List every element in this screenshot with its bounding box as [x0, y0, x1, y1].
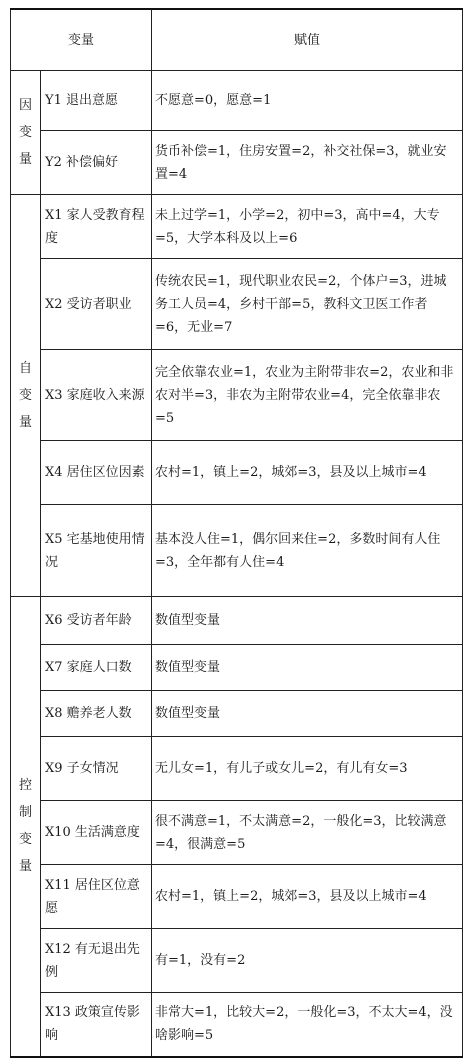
- table-row: [11, 801, 463, 865]
- table-row: [11, 737, 463, 801]
- table-row: [11, 441, 463, 505]
- variable-value: 完全依靠农业=1，农业为主附带非农=2，农业和非农对半=3，非农为主附带农业=4，完全依靠非农=5: [152, 350, 463, 441]
- variable-value: 无儿女=1，有儿子或女儿=2，有儿有女=3: [152, 737, 463, 801]
- variable-value: 很不满意=1，不太满意=2，一般化=3，比较满意=4，很满意=5: [152, 801, 463, 865]
- header-assignment: 赋值: [152, 9, 463, 71]
- table-row: [11, 691, 463, 737]
- variable-name: X11 居住区位意愿: [41, 865, 152, 929]
- variable-name: X3 家庭收入来源: [41, 350, 152, 441]
- table-row: [11, 131, 463, 195]
- variable-name: X10 生活满意度: [41, 801, 152, 865]
- variable-name: X2 受访者职业: [41, 259, 152, 350]
- table-row: [11, 645, 463, 691]
- variable-name: X9 子女情况: [41, 737, 152, 801]
- table-row: [11, 929, 463, 993]
- category-independent-variable: 自 变 量: [11, 195, 41, 597]
- variable-value: 货币补偿=1，住房安置=2，补交社保=3，就业安置=4: [152, 131, 463, 195]
- variable-name: X13 政策宣传影响: [41, 993, 152, 1057]
- variable-value: 数值型变量: [152, 645, 463, 691]
- table-row: [11, 505, 463, 597]
- variable-value: 数值型变量: [152, 597, 463, 645]
- variable-name: X5 宅基地使用情况: [41, 505, 152, 597]
- variable-value: 不愿意=0，愿意=1: [152, 71, 463, 131]
- variable-value: 未上过学=1，小学=2，初中=3，高中=4，大专=5，大学本科及以上=6: [152, 195, 463, 259]
- variable-name: X12 有无退出先例: [41, 929, 152, 993]
- table-header-row: [11, 9, 463, 71]
- variable-value: 非常大=1，比较大=2，一般化=3，不太大=4，没啥影响=5: [152, 993, 463, 1057]
- variable-name: X1 家人受教育程度: [41, 195, 152, 259]
- variable-value: 数值型变量: [152, 691, 463, 737]
- header-variable: 变量: [11, 9, 152, 71]
- variable-value: 有=1，没有=2: [152, 929, 463, 993]
- variable-name: Y2 补偿偏好: [41, 131, 152, 195]
- variable-name: X8 赡养老人数: [41, 691, 152, 737]
- category-dependent-variable: 因 变 量: [11, 71, 41, 195]
- table-row: [11, 195, 463, 259]
- table-row: [11, 350, 463, 441]
- variable-name: X4 居住区位因素: [41, 441, 152, 505]
- variable-name: X7 家庭人口数: [41, 645, 152, 691]
- variable-value: 农村=1，镇上=2，城郊=3，县及以上城市=4: [152, 441, 463, 505]
- variable-assignment-table: [10, 8, 463, 1058]
- variable-value: 农村=1，镇上=2，城郊=3，县及以上城市=4: [152, 865, 463, 929]
- table-row: [11, 865, 463, 929]
- table-row: [11, 597, 463, 645]
- variable-name: Y1 退出意愿: [41, 71, 152, 131]
- table-row: [11, 71, 463, 131]
- category-control-variable: 控 制 变 量: [11, 597, 41, 1057]
- table-row: [11, 259, 463, 350]
- variable-value: 基本没人住=1，偶尔回来住=2，多数时间有人住=3，全年都有人住=4: [152, 505, 463, 597]
- variable-name: X6 受访者年龄: [41, 597, 152, 645]
- variable-value: 传统农民=1，现代职业农民=2，个体户=3，进城务工人员=4，乡村干部=5，教科文卫医工作者=6，无业=7: [152, 259, 463, 350]
